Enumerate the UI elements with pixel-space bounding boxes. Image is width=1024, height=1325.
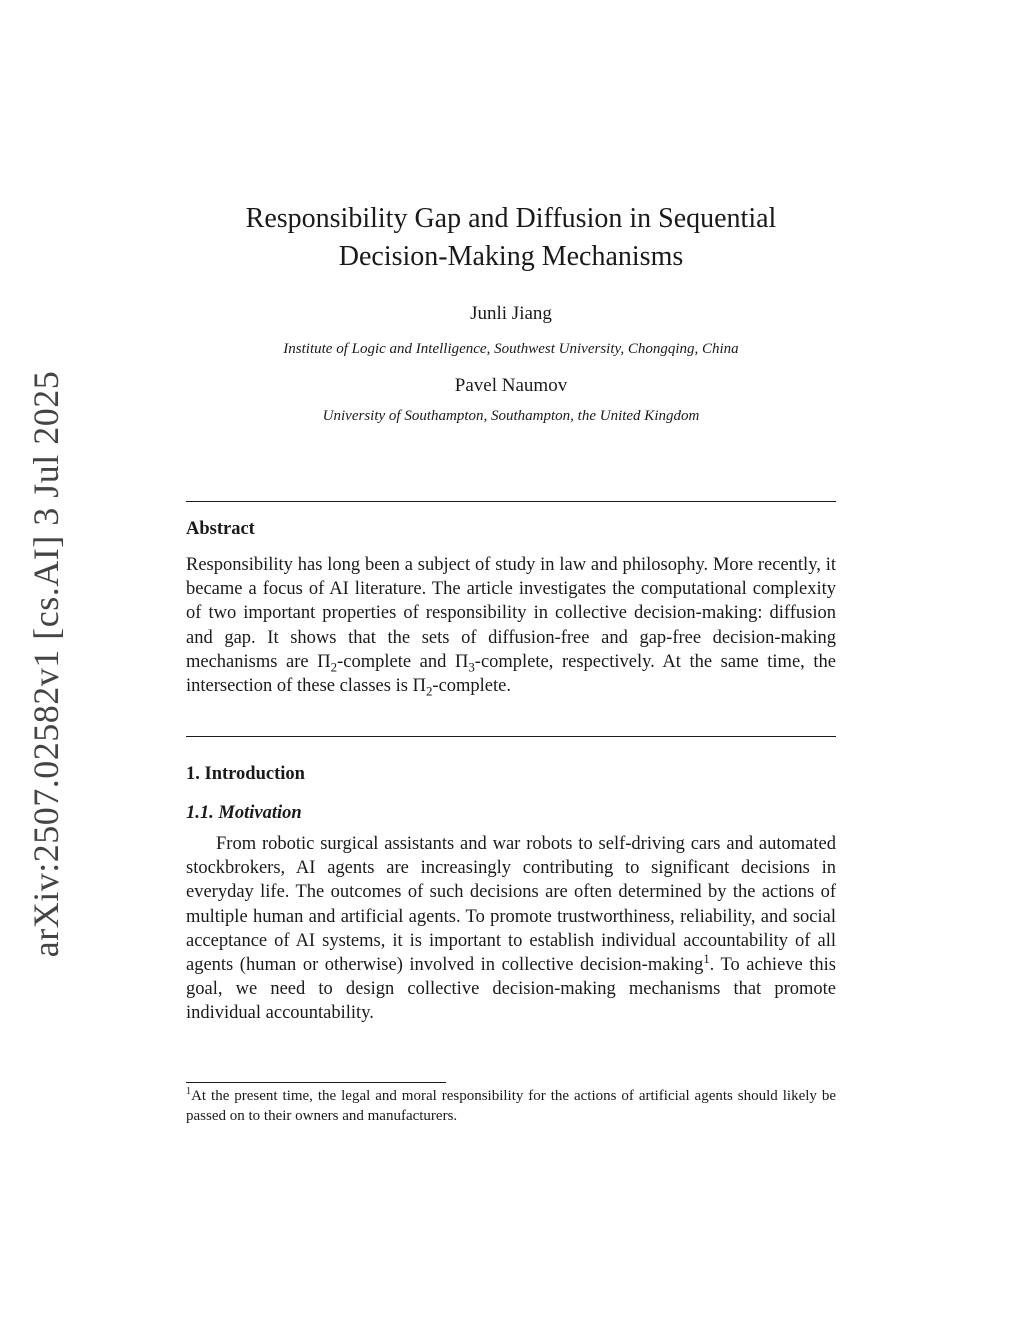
footnote-text: At the present time, the legal and moral responsibility for the actions of artificial agents should likely be passed on to their owners and manufacturers. (186, 1088, 836, 1124)
motivation-paragraph: From robotic surgical assistants and war robots to self-driving cars and automated stockbrokers, AI agents are increasingly contributing to significant decisions in everyday life. The outcomes of such decisions are often determined by the actions of multiple human and artificial agents. To promote trustworthiness, reliability, and social acceptance of AI systems, it is important to establish individual accountability of all agents (human or otherwise) involved in collective decision-making$^1$. To achieve this goal, we need to design collective decision-making mechanisms that promote individual accountability. (186, 834, 837, 1024)
footnote-1 (186, 1086, 836, 1126)
author-2-affiliation: University of Southampton, Southampton, the United Kingdom (322, 408, 700, 424)
abstract-text: Responsibility has long been a subject of study in law and philosophy. More recently, it became a focus of AI literature. The article investigates the computational complexity of two important properties of responsibility in collective decision-making: diffusion and gap. It shows that the sets of diffusion-free and gap-free decision-making mechanisms are $\Pi_2$-complete and $\Pi_3$-complete, respectively. At the same time, the intersection of these classes is $\Pi_2$-complete. (186, 555, 836, 699)
section-heading-introduction: 1. Introduction (186, 764, 305, 784)
author-1-affiliation: Institute of Logic and Intelligence, Southwest University, Chongqing, China (283, 341, 739, 357)
footnote-rule (186, 1082, 446, 1083)
arxiv-identifier: arXiv:2507.02582v1 [cs.AI] 3 Jul 2025 (26, 370, 66, 958)
title-line-2: Decision-Making Mechanisms (338, 241, 684, 272)
author-2-name: Pavel Naumov (454, 375, 568, 396)
subsection-heading-motivation: 1.1. Motivation (186, 803, 302, 823)
title-line-1: Responsibility Gap and Diffusion in Sequential (245, 203, 777, 234)
abstract-heading: Abstract (186, 519, 255, 539)
footnote-marker: 1 (186, 1086, 192, 1097)
footnote-reference[interactable]: 1 (703, 951, 710, 966)
author-1-name: Junli Jiang (470, 303, 552, 324)
abstract-top-rule (186, 501, 836, 502)
abstract-bottom-rule (186, 736, 836, 737)
paper-title (160, 200, 862, 276)
